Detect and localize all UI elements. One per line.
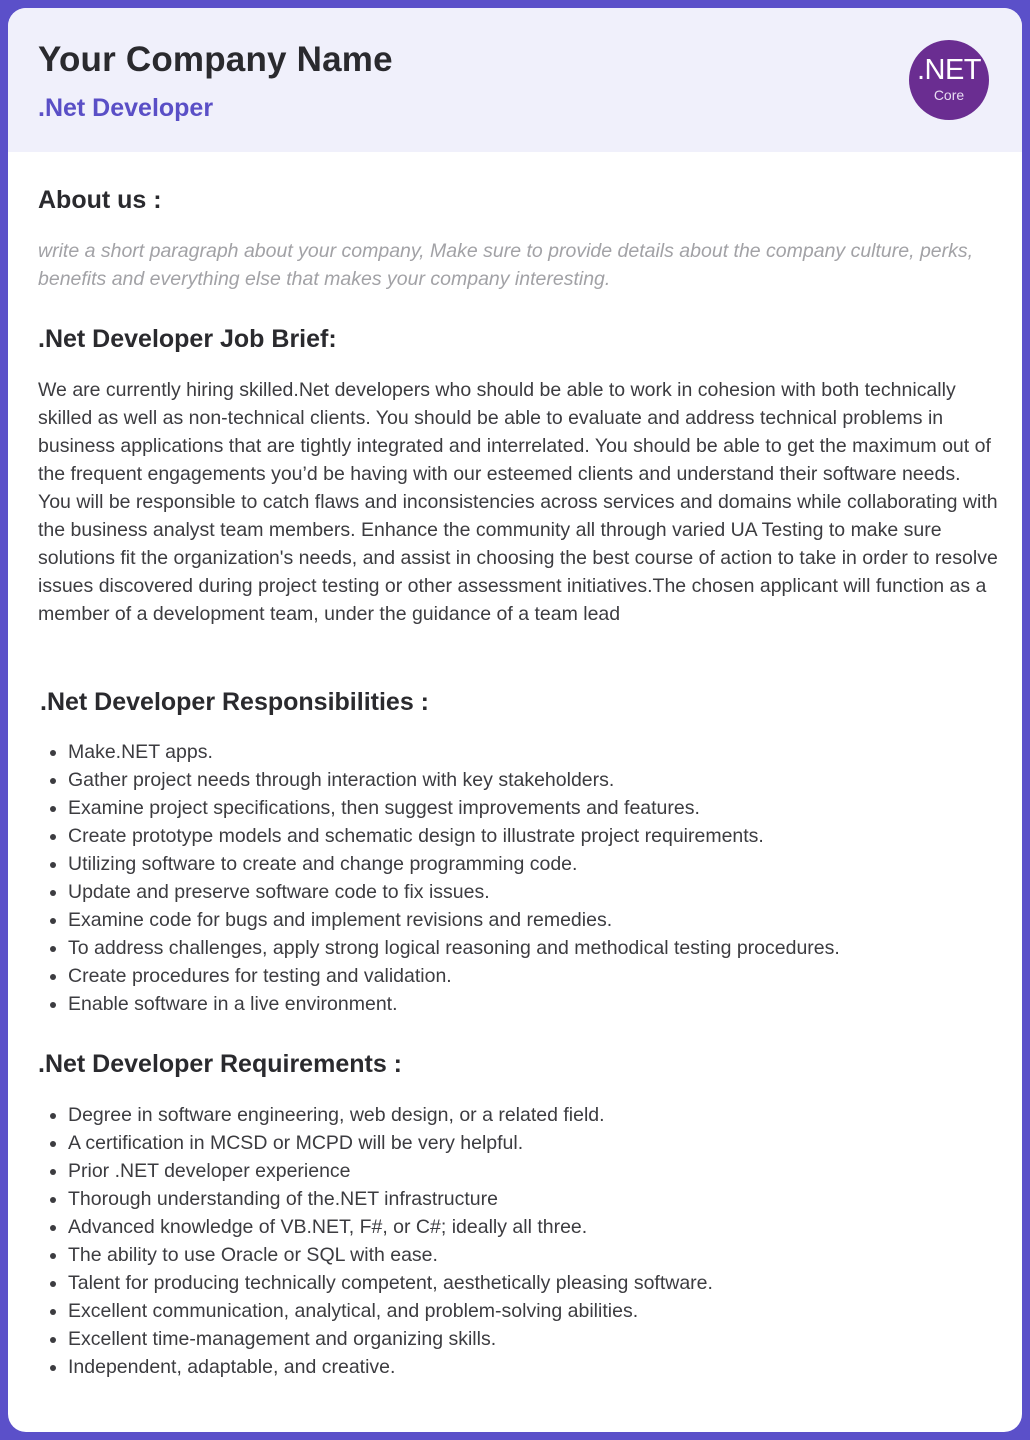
list-item: • Create procedures for testing and validation. xyxy=(68,962,998,990)
list-item: • Make.NET apps. xyxy=(68,738,998,766)
list-item: • Prior .NET developer experience xyxy=(68,1157,998,1185)
requirements-list xyxy=(38,1101,998,1381)
job-description-card xyxy=(8,8,1022,1432)
list-item: • Create prototype models and schematic design to illustrate project requirements. xyxy=(68,822,998,850)
list-item: • Excellent communication, analytical, and problem-solving abilities. xyxy=(68,1297,998,1325)
list-item: • Examine project specifications, then suggest improvements and features. xyxy=(68,794,998,822)
logo-sub-text: Core xyxy=(933,87,965,103)
job-title: .Net Developer xyxy=(38,94,214,122)
list-item: • Gather project needs through interaction with key stakeholders. xyxy=(68,766,998,794)
about-heading: About us : xyxy=(38,186,162,214)
responsibilities-heading: .Net Developer Responsibilities : xyxy=(40,688,429,716)
list-item: • The ability to use Oracle or SQL with ease. xyxy=(68,1241,998,1269)
list-item: • Examine code for bugs and implement revisions and remedies. xyxy=(68,906,998,934)
about-placeholder-text: write a short paragraph about your company, Make sure to provide details about the company culture, perks, benefits and everything else that makes your company interesting. xyxy=(38,240,974,290)
dotnet-core-logo xyxy=(909,40,989,120)
list-item: • Degree in software engineering, web design, or a related field. xyxy=(68,1101,998,1129)
job-brief-text: We are currently hiring skilled.Net developers who should be able to work in cohesion with both technically skilled as well as non-technical clients. You should be able to evaluate and address technical problems in business applications that are tightly integrated and interrelated. You should be able to get the maximum out of the frequent engagements you’d be having with our esteemed clients and understand their software needs. You will be responsible to catch flaws and inconsistencies across services and domains while collaborating with the business analyst team members. Enhance the community all through varied UA Testing to make sure solutions fit the organization's needs, and assist in choosing the best course of action to take in order to resolve issues discovered during project testing or other assessment initiatives.The chosen applicant will function as a member of a development team, under the guidance of a team lead xyxy=(38,379,998,625)
logo-main-text: .NET xyxy=(916,54,982,86)
list-item: • Thorough understanding of the.NET infrastructure xyxy=(68,1185,998,1213)
list-item: • Update and preserve software code to fix issues. xyxy=(68,878,998,906)
list-item: • Talent for producing technically competent, aesthetically pleasing software. xyxy=(68,1269,998,1297)
header-banner xyxy=(8,8,1022,152)
requirements-heading: .Net Developer Requirements : xyxy=(38,1050,402,1078)
company-name: Your Company Name xyxy=(38,40,393,79)
list-item: • To address challenges, apply strong logical reasoning and methodical testing procedures. xyxy=(68,934,998,962)
job-brief-heading: .Net Developer Job Brief: xyxy=(38,325,337,353)
responsibilities-list xyxy=(38,738,998,1018)
list-item: • Excellent time-management and organizing skills. xyxy=(68,1325,998,1353)
list-item: • Enable software in a live environment. xyxy=(68,990,998,1018)
list-item: • Independent, adaptable, and creative. xyxy=(68,1353,998,1381)
list-item: • A certification in MCSD or MCPD will be very helpful. xyxy=(68,1129,998,1157)
list-item: • Advanced knowledge of VB.NET, F#, or C#; ideally all three. xyxy=(68,1213,998,1241)
list-item: • Utilizing software to create and change programming code. xyxy=(68,850,998,878)
